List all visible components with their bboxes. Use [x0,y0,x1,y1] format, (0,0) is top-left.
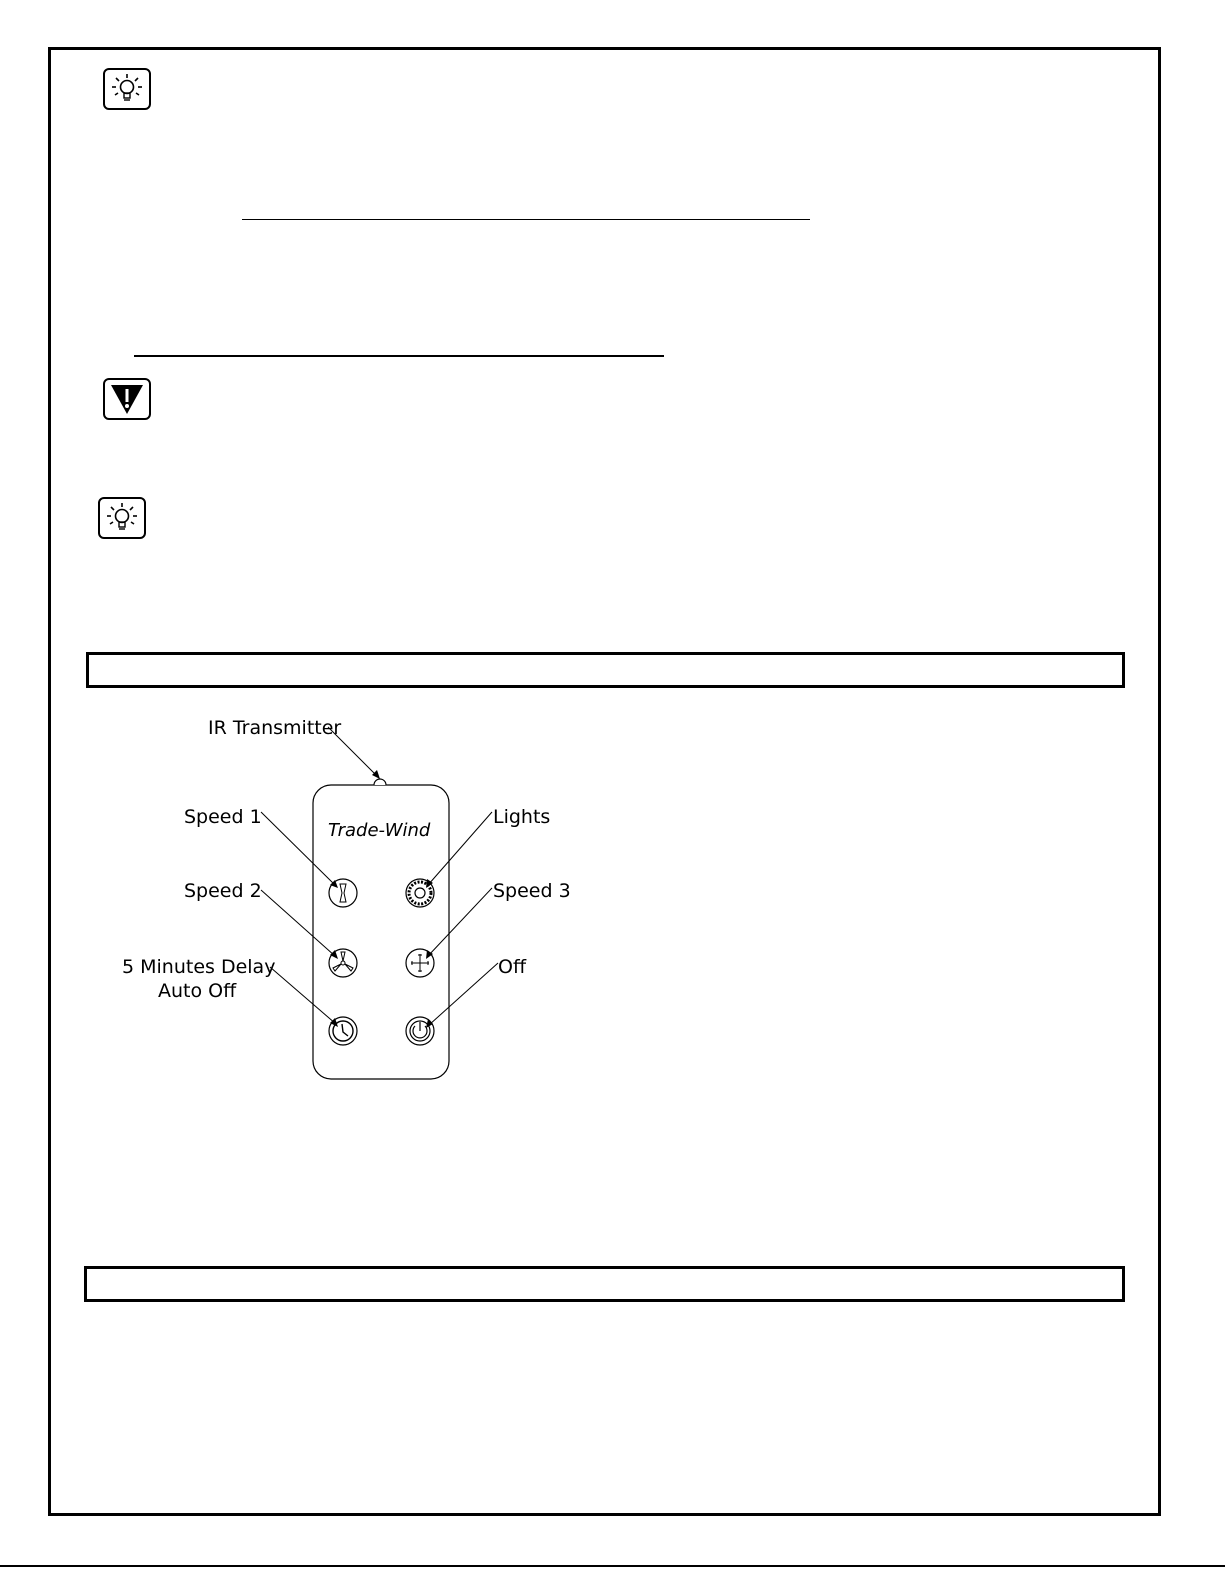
section-header-bar [86,652,1125,688]
callout-speed2: Speed 2 [184,880,262,902]
warning-exclamation-icon [103,378,151,420]
callout-off: Off [498,956,527,978]
callout-delay-line2: Auto Off [158,980,237,1002]
underline-rule [134,355,664,357]
callout-speed1: Speed 1 [184,806,262,828]
remote-control-diagram [110,705,590,1090]
remote-brand: Trade-Wind [328,820,431,841]
callout-delay-line1: 5 Minutes Delay [122,956,276,978]
callout-speed3: Speed 3 [493,880,571,902]
callout-ir-transmitter: IR Transmitter [208,717,342,739]
ir-transmitter-bump [374,779,386,785]
page-bottom-rule [0,1565,1225,1567]
lightbulb-tip-icon [103,68,151,110]
underline-rule [242,219,810,220]
section-header-bar [84,1266,1125,1302]
callout-lights: Lights [493,806,551,828]
lightbulb-tip-icon [98,497,146,539]
